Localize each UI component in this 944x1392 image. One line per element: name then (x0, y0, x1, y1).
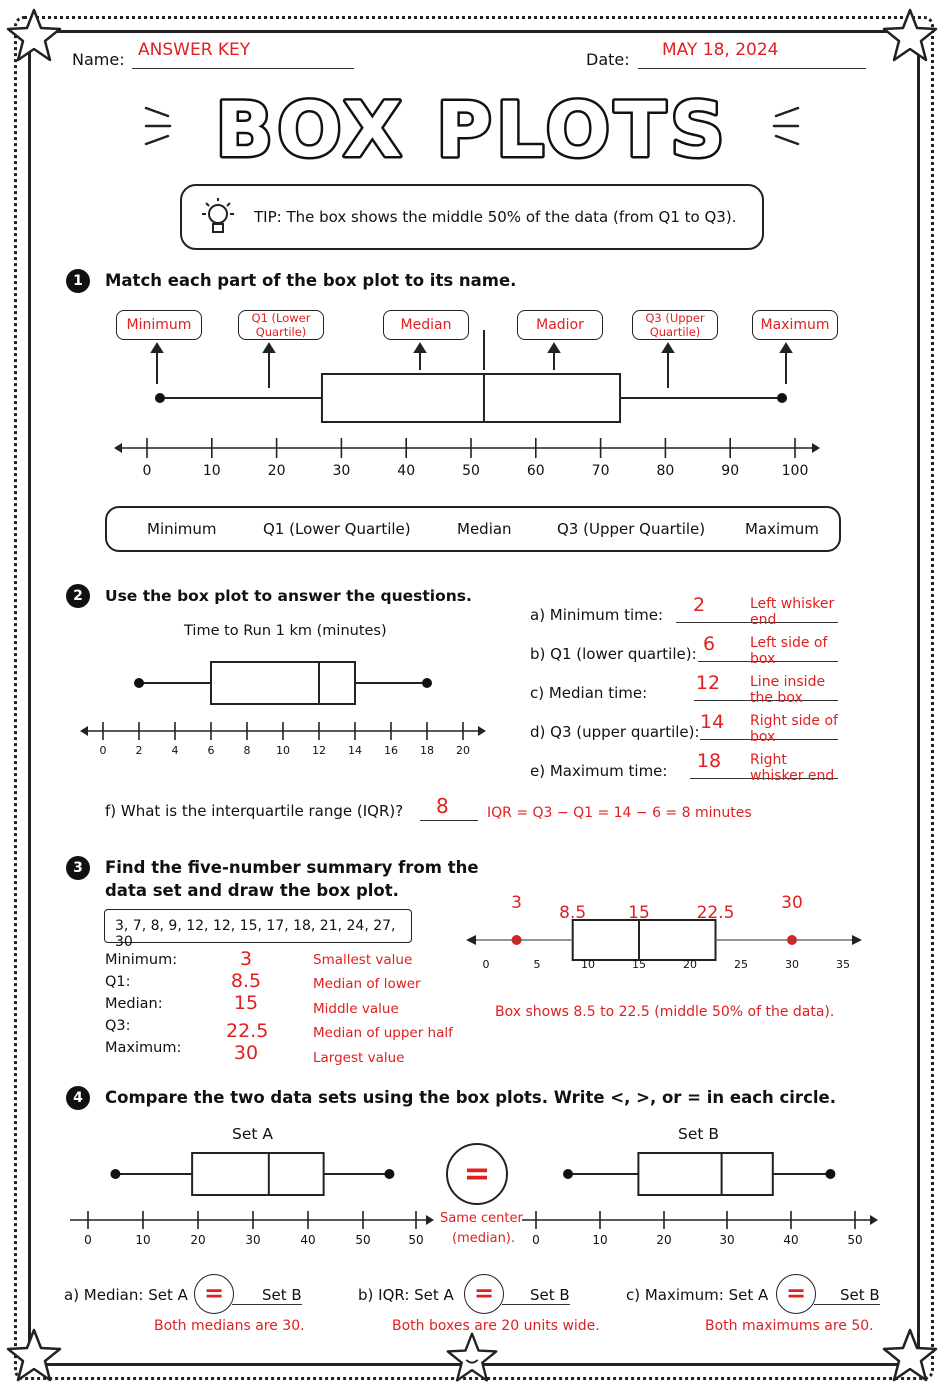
number-line (114, 438, 820, 479)
box (211, 662, 355, 704)
box-plot-note: Box shows 8.5 to 22.5 (middle 50% of the data). (495, 1004, 835, 1020)
tick-label: 60 (526, 463, 545, 479)
tick-label: 8 (243, 744, 251, 757)
min-point (155, 393, 165, 403)
match-tag[interactable]: Madior (517, 310, 603, 340)
answer-field-iqr[interactable] (420, 796, 478, 821)
tick-label: 20 (267, 463, 286, 479)
plot-label-max: 30 (781, 893, 803, 913)
page-title: BOX PLOTS (215, 85, 729, 170)
compare-note: Both maximums are 50. (705, 1318, 874, 1334)
tick-label: 0 (84, 1233, 92, 1247)
box (322, 374, 620, 422)
sparkle-right-icon (774, 108, 798, 144)
compare-circle[interactable]: = (776, 1274, 816, 1314)
answer-value: 12 (695, 672, 721, 694)
max-point (384, 1169, 394, 1179)
box (573, 920, 716, 960)
compare-left-label: c) Maximum: Set A (626, 1286, 769, 1304)
tick-label: 30 (785, 958, 799, 971)
section-title-line1: Find the five-number summary from the (105, 858, 479, 877)
section-number: 1 (66, 269, 90, 293)
tick-label: 30 (332, 463, 351, 479)
match-tag[interactable]: Q3 (Upper Quartile) (632, 310, 718, 340)
compare-left-label: a) Median: Set A (64, 1286, 188, 1304)
tick-label: 2 (135, 744, 143, 757)
summary-answer[interactable]: 15 (233, 992, 259, 1014)
summary-answer[interactable]: 22.5 (226, 1020, 269, 1042)
section-number: 3 (66, 856, 90, 880)
corner-star-icon (880, 1326, 940, 1386)
match-tag[interactable]: Q1 (Lower Quartile) (238, 310, 324, 340)
tick-label: 30 (245, 1233, 261, 1247)
answer-note: Line inside the box (750, 674, 826, 706)
section2-box-plot (0, 650, 520, 770)
tick-label: 20 (656, 1233, 672, 1247)
date-value: MAY 18, 2024 (662, 40, 779, 60)
tick-label: 10 (581, 958, 595, 971)
min-point (110, 1169, 120, 1179)
tick-label: 4 (171, 744, 179, 757)
compare-circle[interactable]: = (194, 1274, 234, 1314)
max-point (777, 393, 787, 403)
tick-label: 0 (142, 463, 152, 479)
word-bank-item: Maximum (745, 520, 819, 538)
match-tag[interactable]: Maximum (752, 310, 838, 340)
tick-label: 15 (632, 958, 646, 971)
question-label: e) Maximum time: (530, 762, 668, 780)
word-bank-item: Median (457, 520, 512, 538)
summary-label: Minimum: (105, 952, 178, 968)
plot-label-q3: 22.5 (696, 903, 735, 923)
word-bank-item: Minimum (147, 520, 217, 538)
question-iqr: f) What is the interquartile range (IQR)? (105, 802, 404, 820)
tick-label: 20 (456, 744, 470, 757)
answer-field[interactable] (676, 594, 838, 628)
chart-title: Time to Run 1 km (minutes) (184, 623, 387, 639)
compare-note: Both boxes are 20 units wide. (392, 1318, 600, 1334)
tick-label: 6 (207, 744, 215, 757)
section-title-line2: data set and draw the box plot. (105, 881, 399, 900)
min-point (134, 678, 144, 688)
tick-label: 16 (384, 744, 398, 757)
tick-label: 10 (202, 463, 221, 479)
compare-right-label: Set B (502, 1286, 570, 1305)
section-title: Compare the two data sets using the box plots. Write <, >, or = in each circle. (105, 1088, 836, 1107)
question-label: a) Minimum time: (530, 606, 664, 624)
tick-label: 25 (734, 958, 748, 971)
section-number: 4 (66, 1086, 90, 1110)
summary-answer[interactable]: 8.5 (230, 970, 262, 992)
summary-note: Middle value (313, 1000, 399, 1017)
axis-arrow-right (478, 726, 486, 736)
tick-label: 50 (847, 1233, 863, 1247)
title-banner (140, 80, 804, 170)
tick-label: 35 (836, 958, 850, 971)
tick-label: 10 (135, 1233, 151, 1247)
set-b-label: Set B (678, 1125, 720, 1143)
box-plot-marks (511, 893, 803, 960)
set-a-number-line (70, 1211, 434, 1247)
answer-value: 18 (696, 750, 722, 772)
tick-label: 40 (397, 463, 416, 479)
summary-label: Q1: (105, 974, 131, 990)
compare-note: Both medians are 30. (154, 1318, 305, 1334)
plot-label-min: 3 (511, 893, 523, 913)
tip-box (180, 184, 764, 250)
summary-label: Maximum: (105, 1040, 182, 1056)
tick-label: 90 (721, 463, 740, 479)
tick-label: 50 (462, 463, 480, 479)
answer-value: 14 (700, 711, 725, 733)
tick-label: 40 (783, 1233, 799, 1247)
max-point (422, 678, 432, 688)
box (638, 1153, 772, 1195)
name-value: ANSWER KEY (138, 40, 251, 60)
set-a-box-plot (110, 1153, 394, 1195)
compare-right-label: Set B (232, 1286, 302, 1305)
name-label: Name: (72, 50, 125, 69)
question-label: b) Q1 (lower quartile): (530, 645, 697, 663)
section-title: Match each part of the box plot to its name. (105, 271, 517, 290)
box (192, 1153, 324, 1195)
answer-value: 2 (692, 594, 706, 616)
tick-label: 0 (532, 1233, 540, 1247)
summary-note: Smallest value (313, 952, 413, 968)
tick-label: 100 (781, 463, 809, 479)
compare-circle[interactable]: = (464, 1274, 504, 1314)
axis-arrow-right (812, 443, 820, 453)
smiling-star-icon (444, 1330, 500, 1386)
plot-label-q1: 8.5 (559, 903, 587, 923)
compare-right-label: Set B (814, 1286, 880, 1305)
lightbulb-icon (198, 196, 238, 240)
tick-label: 5 (533, 958, 541, 971)
set-b-box-plot (563, 1153, 835, 1195)
axis-arrow-right (852, 935, 862, 945)
center-compare-circle[interactable]: = (446, 1143, 508, 1205)
tick-label: 18 (420, 744, 434, 757)
answer-field[interactable] (694, 672, 838, 706)
tick-label: 50 (355, 1233, 371, 1247)
tick-label: 30 (719, 1233, 735, 1247)
tick-label: 40 (300, 1233, 316, 1247)
min-point (563, 1169, 573, 1179)
tick-label: 10 (592, 1233, 608, 1247)
tick-label: 10 (276, 744, 290, 757)
answer-note: Right whisker end (750, 752, 835, 784)
summary-label: Q3: (105, 1018, 131, 1034)
box-plot-marks (155, 374, 787, 422)
answer-value: 6 (702, 633, 716, 655)
corner-star-icon (4, 1326, 64, 1386)
tip-text: TIP: The box shows the middle 50% of the data (from Q1 to Q3). (254, 208, 737, 226)
axis-arrow-right (426, 1215, 434, 1225)
axis-arrow-left (114, 443, 122, 453)
word-bank (105, 506, 841, 552)
question-label: c) Median time: (530, 684, 648, 702)
summary-note: Largest value (313, 1049, 405, 1066)
corner-star-icon (4, 6, 64, 66)
data-set: 3, 7, 8, 9, 12, 12, 15, 17, 18, 21, 24, 27, 30 (115, 918, 396, 950)
section-number: 2 (66, 584, 90, 608)
answer-field[interactable] (690, 750, 838, 784)
iqr-explanation: IQR = Q3 − Q1 = 14 − 6 = 8 minutes (487, 805, 752, 821)
tick-label: 0 (482, 958, 490, 971)
box-plot-marks (134, 662, 432, 704)
tick-label: 70 (591, 463, 610, 479)
number-line (80, 722, 486, 757)
tick-label: 20 (190, 1233, 206, 1247)
answer-field[interactable] (700, 711, 838, 745)
axis-arrow-left (80, 726, 88, 736)
data-set-box (104, 909, 412, 950)
sparkle-left-icon (146, 108, 170, 144)
tick-label: 50 (408, 1233, 424, 1247)
section1-box-plot (0, 330, 944, 490)
word-bank-item: Q1 (Lower Quartile) (263, 520, 411, 538)
tick-label: 20 (683, 958, 697, 971)
date-label: Date: (586, 50, 630, 69)
axis-arrow-left (466, 935, 476, 945)
set-a-label: Set A (232, 1125, 273, 1143)
center-note-line1: Same center (440, 1211, 523, 1226)
axis-arrow-right (870, 1215, 878, 1225)
corner-star-icon (880, 6, 940, 66)
tick-label: 12 (312, 744, 326, 757)
date-field[interactable] (638, 40, 866, 69)
tick-label: 80 (656, 463, 675, 479)
summary-answer[interactable]: 30 (233, 1042, 259, 1064)
section-title: Use the box plot to answer the questions. (105, 587, 472, 605)
plot-label-median: 15 (628, 903, 650, 923)
tick-label: 0 (99, 744, 107, 757)
tick-label: 14 (348, 744, 362, 757)
summary-answer[interactable]: 3 (239, 948, 253, 970)
set-b-number-line (522, 1211, 878, 1247)
answer-note: Left side of box (750, 635, 828, 667)
summary-label: Median: (105, 996, 163, 1012)
summary-note: Median of lower (313, 976, 421, 993)
answer-note: Right side of box (750, 713, 838, 745)
word-bank-item: Q3 (Upper Quartile) (557, 520, 706, 538)
question-label: d) Q3 (upper quartile): (530, 723, 700, 741)
answer-field[interactable] (698, 633, 838, 667)
name-field[interactable] (132, 40, 354, 69)
max-point (825, 1169, 835, 1179)
answer-iqr: 8 (436, 794, 449, 818)
center-note-line2: (median). (452, 1231, 516, 1246)
answer-note: Left whisker end (750, 596, 835, 628)
match-tag[interactable]: Median (383, 310, 469, 340)
compare-left-label: b) IQR: Set A (358, 1286, 454, 1304)
section3-box-plot (460, 890, 880, 980)
match-tag[interactable]: Minimum (116, 310, 202, 340)
summary-note: Median of upper half (313, 1025, 453, 1042)
